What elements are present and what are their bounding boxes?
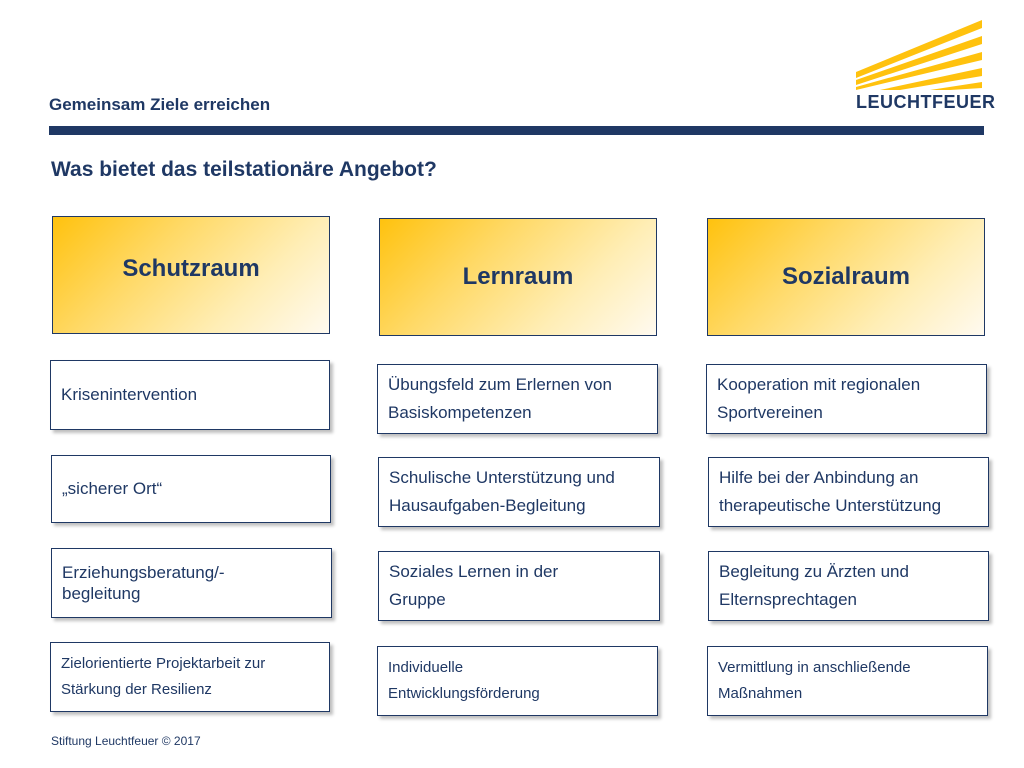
column-heading-schutzraum: Schutzraum (52, 216, 330, 334)
item-text-line: begleitung (62, 584, 141, 603)
item-text-line: Vermittlung in anschließende (718, 659, 911, 676)
item-text-line: Hilfe bei der Anbindung an (719, 468, 919, 487)
item-text-line: „sicherer Ort“ (62, 479, 163, 498)
item-text-line: Soziales Lernen in der (389, 562, 559, 581)
slide-title: Was bietet das teilstationäre Angebot? (51, 158, 437, 181)
item-text-line: Krisenintervention (61, 385, 198, 404)
item-text-line: Sportvereinen (717, 403, 823, 422)
item-text-line: Individuelle (388, 659, 464, 676)
slide-subtitle: Gemeinsam Ziele erreichen (49, 95, 271, 114)
item-text-line: therapeutische Unterstützung (719, 496, 942, 515)
item-sozialraum-4 (707, 646, 988, 716)
item-sozialraum-2 (708, 457, 989, 527)
item-text-line: Elternsprechtagen (719, 590, 857, 609)
item-lernraum-4 (377, 646, 658, 716)
item-schutzraum-1 (50, 360, 330, 430)
column-heading-lernraum: Lernraum (379, 218, 657, 336)
item-text-line: Übungsfeld zum Erlernen von (388, 375, 612, 394)
item-schutzraum-2 (51, 455, 331, 523)
item-lernraum-1 (377, 364, 658, 434)
item-text-line: Gruppe (389, 590, 446, 609)
item-sozialraum-3 (708, 551, 989, 621)
item-text-line: Erziehungsberatung/- (62, 563, 225, 582)
item-text-line: Schulische Unterstützung und (389, 468, 615, 487)
item-text-line: Entwicklungsförderung (388, 685, 540, 702)
item-text-line: Stärkung der Resilienz (61, 681, 212, 698)
item-text-line: Zielorientierte Projektarbeit zur (61, 655, 266, 672)
item-schutzraum-4 (50, 642, 330, 712)
logo-text: LEUCHTFEUER (856, 92, 996, 112)
column-heading-sozialraum: Sozialraum (707, 218, 985, 336)
item-text-line: Begleitung zu Ärzten und (719, 562, 909, 581)
item-text-line: Basiskompetenzen (388, 403, 532, 422)
item-text-line: Kooperation mit regionalen (717, 375, 921, 394)
item-schutzraum-3 (51, 548, 332, 618)
leuchtfeuer-logo-icon (850, 18, 986, 90)
footer-copyright: Stiftung Leuchtfeuer © 2017 (51, 734, 201, 748)
item-lernraum-3 (378, 551, 660, 621)
item-lernraum-2 (378, 457, 660, 527)
item-text-line: Maßnahmen (718, 685, 803, 702)
item-text-line: Hausaufgaben-Begleitung (389, 496, 586, 515)
item-sozialraum-1 (706, 364, 987, 434)
header-divider (49, 126, 984, 135)
